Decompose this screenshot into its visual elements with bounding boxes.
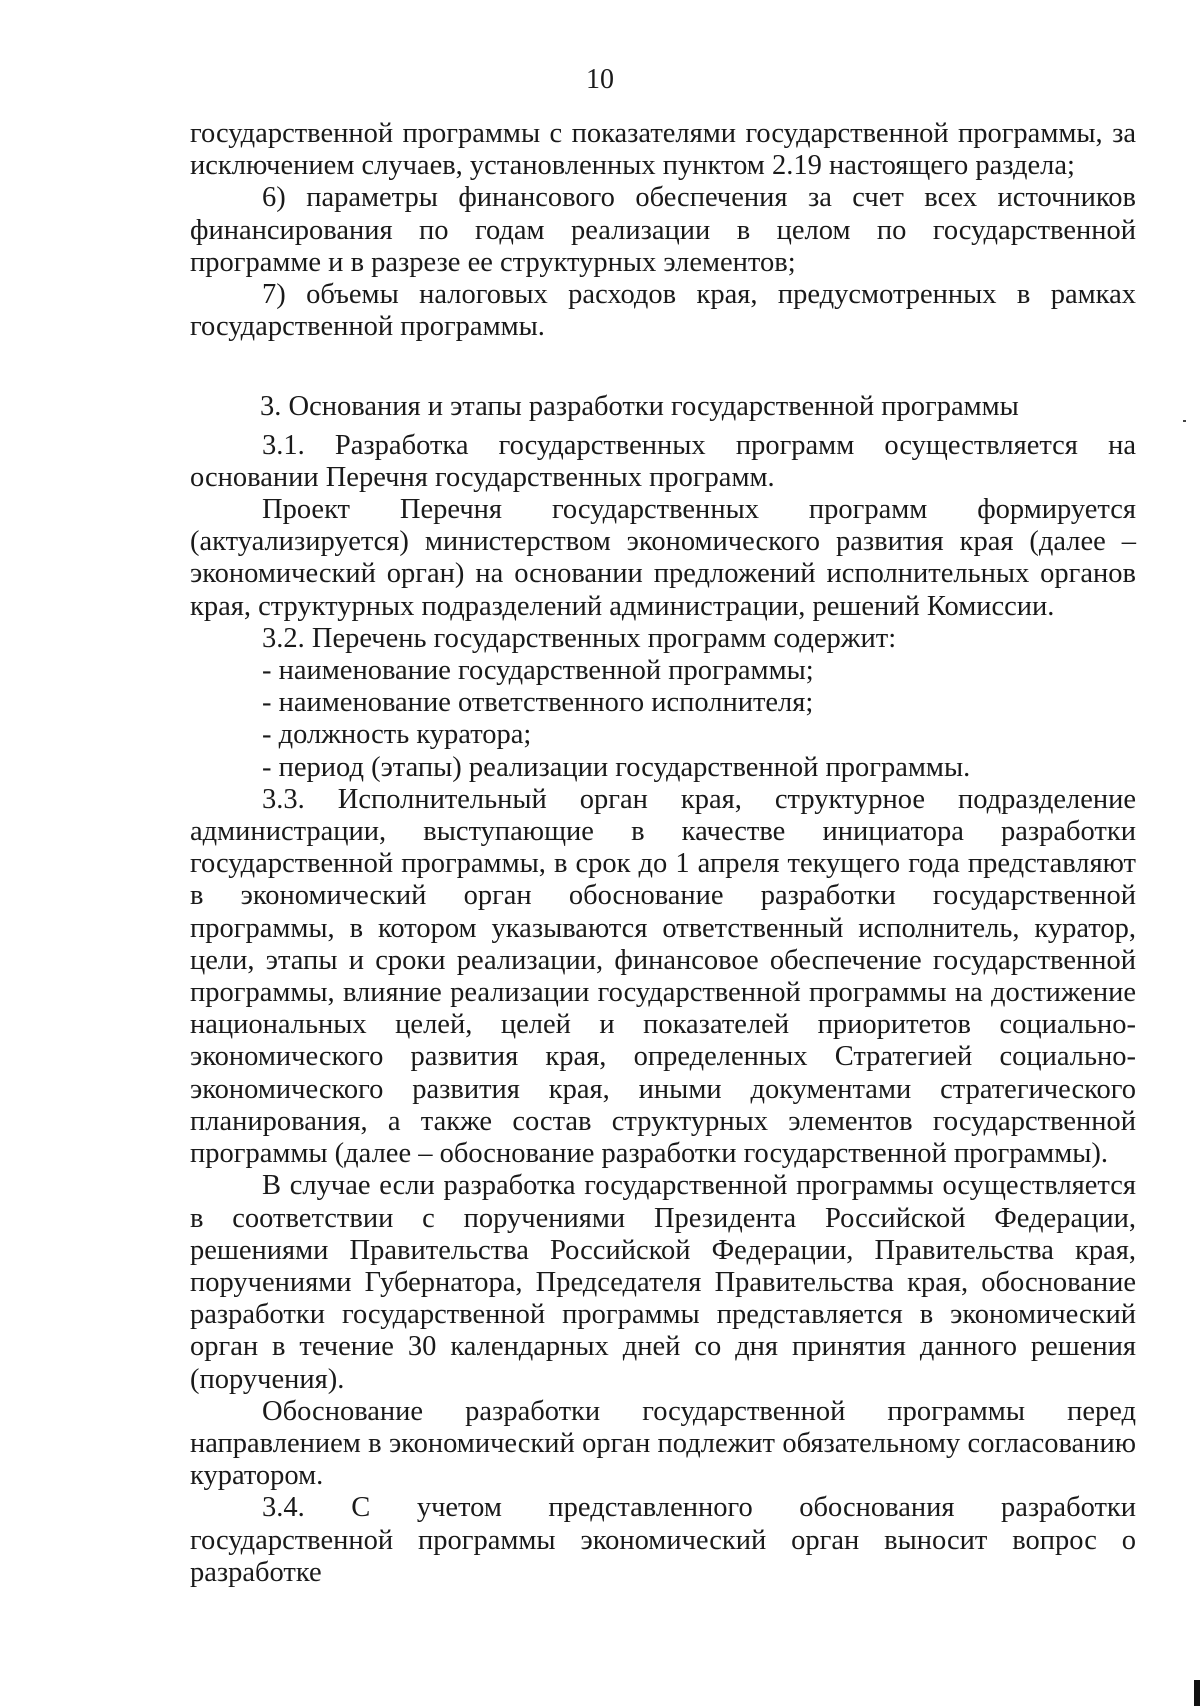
paragraph-item-7: 7) объемы налоговых расходов края, предусмотренных в рамках государственной программы. (190, 279, 1136, 343)
paragraph-3-1: 3.1. Разработка государственных программ осуществляется на основании Перечня государственных программ. (190, 429, 1136, 493)
section-gap (190, 343, 1136, 391)
page-number: 10 (586, 64, 614, 95)
section-heading: 3. Основания и этапы разработки государственной программы (260, 391, 1019, 423)
list-item: - наименование государственной программы; (262, 655, 814, 687)
list-item: - наименование ответственного исполнителя; (262, 687, 814, 719)
list-item: - должность куратора; (262, 719, 532, 751)
paragraph-3-4: 3.4. С учетом представленного обоснования разработки государственной программы экономический орган выносит вопрос о разработке (190, 1492, 1136, 1588)
paragraph-item-6: 6) параметры финансового обеспечения за счет всех источников финансирования по годам реализации в целом по государственной программе и в разрезе ее структурных элементов; (190, 182, 1136, 278)
paragraph-continuation: государственной программы с показателями государственной программы, за исключением случаев, установленных пунктом 2.19 настоящего раздела; (190, 118, 1136, 182)
paragraph-project-list: Проект Перечня государственных программ формируется (актуализируется) министерством экономического развития края (далее – экономический орган) на основании предложений исполнительных органов края, структурных подразделений администрации, решений Комиссии. (190, 494, 1136, 622)
scan-mark (1183, 420, 1186, 422)
document-body (190, 118, 1136, 1589)
paragraph-curator-approval: Обоснование разработки государственной программы перед направлением в экономический орган подлежит обязательному согласованию куратором. (190, 1395, 1136, 1492)
scan-edge-mark (1194, 1680, 1200, 1706)
paragraph-presidential-orders: В случае если разработка государственной программы осуществляется в соответствии с поручениями Президента Российской Федерации, решениями Правительства Российской Федерации, Правительства края, поручениями Губернатора, Председателя Правительства края, обоснование разработки государственной программы представляется в экономический орган в течение 30 календарных дней со дня принятия данного решения (поручения). (190, 1170, 1136, 1395)
paragraph-3-2: 3.2. Перечень государственных программ содержит: (262, 622, 897, 654)
paragraph-3-3: 3.3. Исполнительный орган края, структурное подразделение администрации, выступающие в качестве инициатора разработки государственной программы, в срок до 1 апреля текущего года представляют в экономический орган обоснование разработки государственной программы, в котором указываются ответственный исполнитель, куратор, цели, этапы и сроки реализации, финансовое обеспечение государственной программы, влияние реализации государственной программы на достижение национальных целей, целей и показателей приоритетов социально-экономического развития края, определенных Стратегией социально-экономического развития края, иными документами стратегического планирования, а также состав структурных элементов государственной программы (далее – обоснование разработки государственной программы). (190, 783, 1136, 1170)
list-item: - период (этапы) реализации государственной программы. (262, 751, 971, 783)
